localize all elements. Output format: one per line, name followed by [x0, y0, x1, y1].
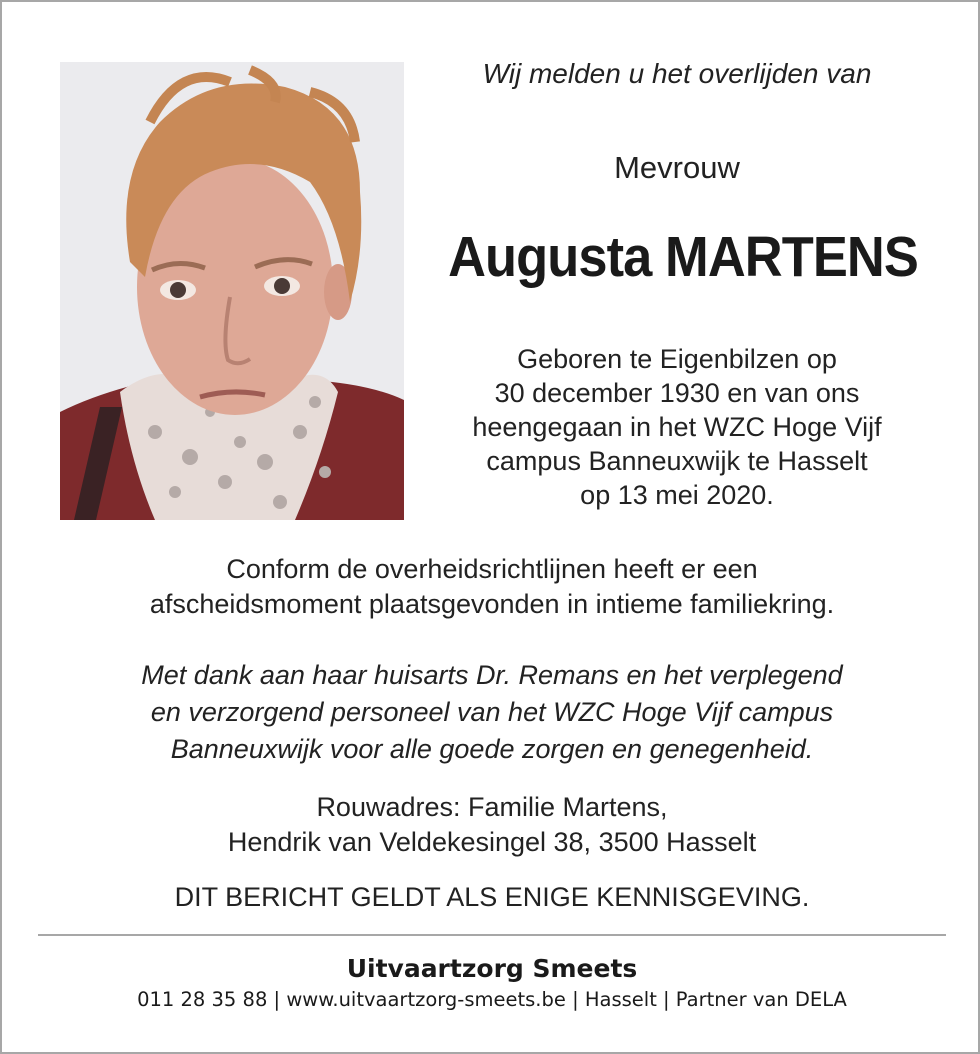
thanks-line: Met dank aan haar huisarts Dr. Remans en het verplegend — [141, 660, 843, 690]
funeral-company-name: Uitvaartzorg Smeets — [346, 954, 638, 983]
portrait-photo — [60, 62, 404, 520]
funeral-company-contact: 011 28 35 88 | www.uitvaartzorg-smeets.be | Hasselt | Partner van DELA — [137, 988, 847, 1011]
farewell-paragraph — [42, 552, 942, 622]
birth-death-details — [412, 342, 942, 512]
official-notice: DIT BERICHT GELDT ALS ENIGE KENNISGEVING. — [174, 882, 810, 912]
intro-text: Wij melden u het overlijden van — [482, 58, 872, 89]
birth-line: 30 december 1930 en van ons — [494, 378, 860, 408]
birth-line: heengegaan in het WZC Hoge Vijf — [472, 412, 882, 442]
footer-divider — [38, 934, 946, 936]
farewell-line: Conform de overheidsrichtlijnen heeft er een — [226, 554, 758, 584]
birth-line: op 13 mei 2020. — [580, 480, 774, 510]
address-line: Rouwadres: Familie Martens, — [316, 792, 668, 822]
thanks-paragraph — [42, 657, 942, 768]
farewell-line: afscheidsmoment plaatsgevonden in intieme familiekring. — [149, 589, 835, 619]
mourning-address — [42, 790, 942, 860]
address-line: Hendrik van Veldekesingel 38, 3500 Hasselt — [227, 827, 757, 857]
deceased-name: Augusta MARTENS — [448, 225, 918, 289]
birth-line: campus Banneuxwijk te Hasselt — [486, 446, 868, 476]
thanks-line: en verzorgend personeel van het WZC Hoge Vijf campus — [150, 697, 834, 727]
honorific-title: Mevrouw — [614, 150, 740, 185]
birth-line: Geboren te Eigenbilzen op — [517, 344, 837, 374]
thanks-line: Banneuxwijk voor alle goede zorgen en genegenheid. — [170, 734, 814, 764]
